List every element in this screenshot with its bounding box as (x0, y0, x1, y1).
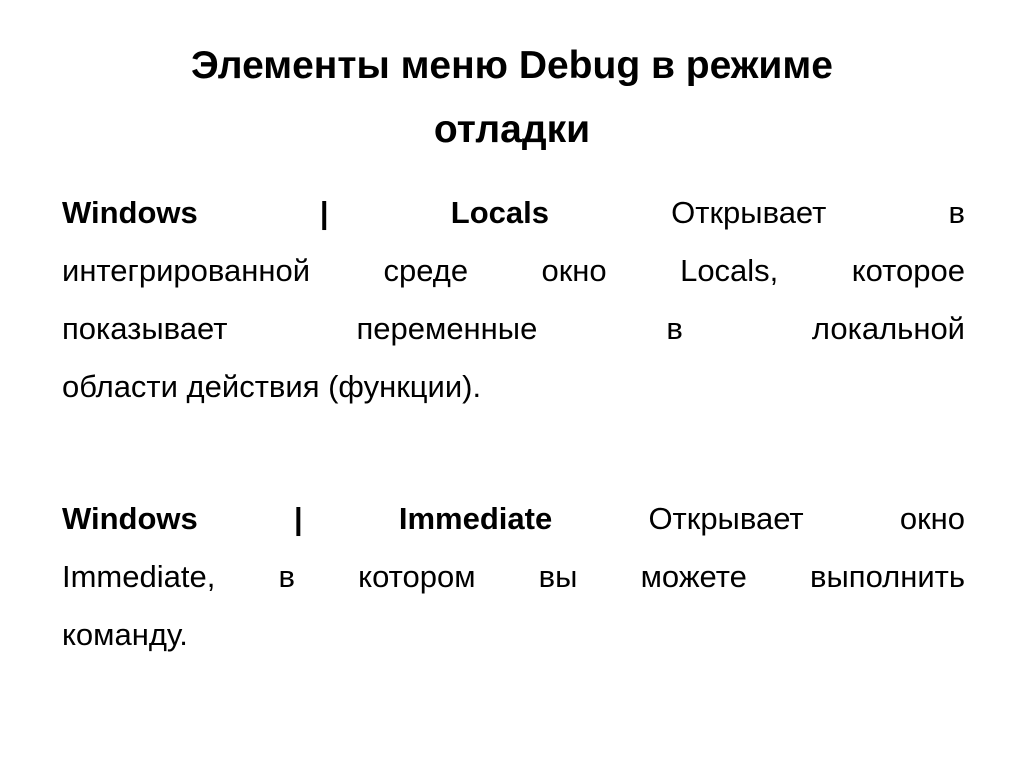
paragraph-immediate (62, 490, 965, 664)
text-line (62, 184, 965, 242)
text-line (62, 242, 965, 300)
menu-path: Windows | Locals (62, 195, 549, 230)
text-line (62, 358, 965, 416)
line-text: команду. (62, 617, 188, 652)
line-text: Открывает в (549, 195, 965, 230)
text-line (62, 300, 965, 358)
menu-path: Windows | Immediate (62, 501, 553, 536)
text-line (62, 606, 965, 664)
text-line (62, 490, 965, 548)
line-text: области действия (функции). (62, 369, 482, 404)
line-text: интегрированной среде окно Locals, которое (62, 253, 965, 288)
title-line: отладки (433, 108, 591, 151)
line-text: показывает переменные в локальной (62, 311, 965, 346)
line-text: Открывает окно (552, 501, 965, 536)
text-line (62, 548, 965, 606)
title-line: Элементы меню Debug в режиме (191, 44, 833, 87)
line-text: Immediate, в котором вы можете выполнить (62, 559, 965, 594)
paragraph-locals (62, 184, 965, 416)
slide-title (60, 34, 964, 162)
